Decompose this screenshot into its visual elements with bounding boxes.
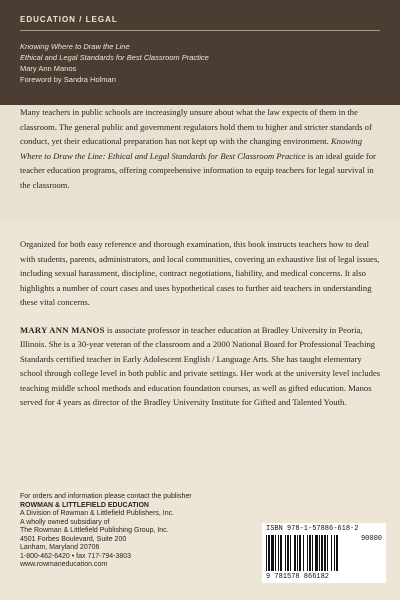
book-credits: [20, 41, 209, 85]
publisher-line: Lanham, Maryland 20706: [20, 544, 100, 551]
barcode-bars: [266, 535, 354, 571]
author-name: MARY ANN MANOS: [20, 324, 105, 335]
book-subtitle: Ethical and Legal Standards for Best Classroom Practice: [20, 53, 209, 62]
price-code: 90000: [360, 535, 382, 543]
author-bio: is associate professor in teacher education at Bradley University in Peoria, Illinois. She is a 30-year veteran of the classroom and a 2000 National Board for Professional Teaching Standards certified teacher in Early Adolescent English / Language Arts. She has taught elementary school through college level in both public and private settings. Her work at the university level includes teaching middle school methods and education foundation courses, as well as gifted education. Manos served for 4 years as director of the Bradley University Institute for Gifted and Talented Youth.: [20, 324, 381, 407]
lead-book-title: Knowing Where to Draw the Line: Ethical and Legal Standards for Best Classroom Practice: [20, 136, 362, 161]
lead-paragraph: [20, 105, 386, 192]
publisher-website: www.rowmaneducation.com: [20, 561, 108, 568]
isbn-number: ISBN 978-1-57886-618-2: [266, 525, 359, 533]
description-paragraph: Organized for both easy reference and thorough examination, this book instructs teachers how to deal with students, parents, administrators, and local communities, covering an exhaustive list of legal issues, including sexual harassment, discipline, contract negotiations, liability, and medical concerns. It also highlights a number of court cases and uses hypothetical cases to further aid teachers in understanding these vital concerns.: [20, 239, 380, 307]
header-band: [0, 0, 400, 105]
header-divider: [20, 30, 380, 31]
lead-text-2: is an ideal guide for teacher education programs, offering comprehensive information to equip teachers for legal survival in the classroom.: [20, 150, 376, 190]
category-label: EDUCATION / LEGAL: [20, 15, 118, 24]
book-title: Knowing Where to Draw the Line: [20, 42, 130, 51]
publisher-line: 1-800-462-6420 • fax 717-794-3803: [20, 552, 132, 560]
publisher-line: For orders and information please contact the publisher: [20, 493, 192, 500]
publisher-name: ROWMAN & LITTLEFIELD EDUCATION: [20, 501, 149, 509]
publisher-line: A wholly owned subsidiary of: [20, 518, 110, 526]
lead-text-1: Many teachers in public schools are increasingly unsure about what the law expects of them in the classroom. The general public and government regulators hold them to higher and stricter standards of conduct, yet their educational preparation has not kept up with the changing environment.: [20, 107, 372, 146]
publisher-line: A Division of Rowman & Littlefield Publishers, Inc.: [20, 510, 175, 517]
publisher-info: [20, 493, 250, 570]
author-bio-paragraph: [20, 323, 386, 410]
book-author: Mary Ann Manos: [20, 64, 77, 73]
ean-digits: 9 781578 866182: [266, 573, 330, 581]
foreword-credit: Foreword by Sandra Holman: [20, 75, 116, 84]
description-section: [20, 237, 386, 423]
publisher-line: 4501 Forbes Boulevard, Suite 200: [20, 535, 127, 543]
publisher-line: The Rowman & Littlefield Publishing Group, Inc.: [20, 527, 169, 534]
isbn-barcode: [262, 523, 386, 583]
lead-section: [0, 105, 400, 220]
